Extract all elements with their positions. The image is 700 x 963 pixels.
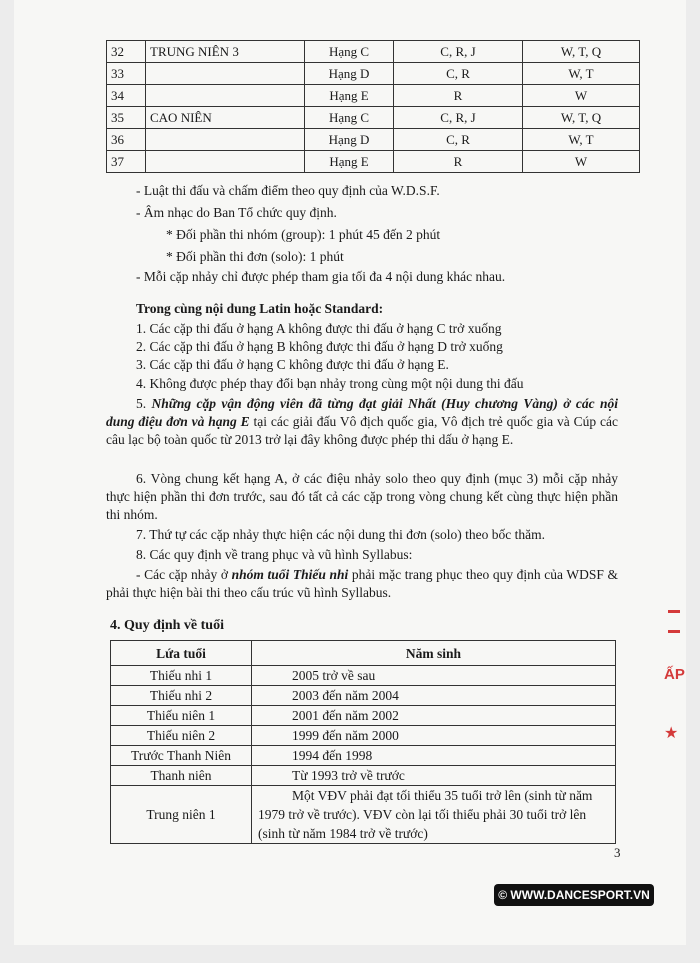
cell-year: 1999 đến năm 2000	[252, 726, 616, 746]
table-row	[107, 107, 640, 129]
age-section-heading: 4. Quy định về tuổi	[110, 618, 224, 633]
cell-age: Thiếu nhi 1	[111, 666, 252, 686]
cell-group	[146, 151, 305, 173]
cell-group	[146, 85, 305, 107]
rule-line: - Âm nhạc do Ban Tổ chức quy định.	[136, 205, 337, 220]
rule-item: 7. Thứ tự các cặp nhảy thực hiện các nội dung thi đơn (solo) theo bốc thăm.	[136, 527, 545, 542]
age-column-header: Lứa tuổi	[111, 641, 252, 666]
table-row	[111, 726, 616, 746]
cell-latin: C, R, J	[394, 107, 523, 129]
table-row	[111, 786, 616, 844]
cell-age: Trung niên 1	[111, 786, 252, 844]
cell-no: 34	[107, 85, 146, 107]
cell-latin: C, R	[394, 63, 523, 85]
table-row	[111, 686, 616, 706]
cell-age: Thanh niên	[111, 766, 252, 786]
cell-class: Hạng D	[305, 129, 394, 151]
cell-year: 2001 đến năm 2002	[252, 706, 616, 726]
cell-latin: C, R	[394, 129, 523, 151]
cell-class: Hạng D	[305, 63, 394, 85]
cell-no: 32	[107, 41, 146, 63]
age-table	[110, 640, 616, 844]
cell-standard: W, T	[523, 63, 640, 85]
watermark-badge: © WWW.DANCESPORT.VN	[494, 884, 654, 906]
table-row	[107, 151, 640, 173]
cell-age: Thiếu niên 2	[111, 726, 252, 746]
table-row	[107, 63, 640, 85]
cell-age: Thiếu nhi 2	[111, 686, 252, 706]
cell-class: Hạng C	[305, 107, 394, 129]
cell-standard: W	[523, 85, 640, 107]
rule-item-9: - Các cặp nhảy ở nhóm tuổi Thiếu nhi phải mặc trang phục theo quy định của WDSF & phải thực hiện bài thi theo cấu trúc vũ hình Syllabus.	[106, 567, 618, 600]
table-row	[111, 666, 616, 686]
page-number: 3	[614, 845, 621, 860]
events-table	[106, 40, 640, 173]
cell-group	[146, 129, 305, 151]
rule-line: * Đối phần thi nhóm (group): 1 phút 45 đến 2 phút	[166, 227, 441, 242]
rule-item: 2. Các cặp thi đấu ở hạng B không được thi đấu ở hạng D trở xuống	[136, 339, 503, 354]
cell-latin: R	[394, 85, 523, 107]
cell-standard: W	[523, 151, 640, 173]
table-row	[111, 766, 616, 786]
rule-line: - Mỗi cặp nhảy chỉ được phép tham gia tối đa 4 nội dung khác nhau.	[136, 269, 506, 284]
rule-line: - Luật thi đấu và chấm điểm theo quy định của W.D.S.F.	[136, 183, 440, 198]
rule-item: 1. Các cặp thi đấu ở hạng A không được thi đấu ở hạng C trở xuống	[136, 321, 502, 336]
table-row	[111, 706, 616, 726]
table-row	[107, 129, 640, 151]
rule-line: * Đối phần thi đơn (solo): 1 phút	[166, 249, 344, 264]
cell-year: 2005 trở về sau	[252, 666, 616, 686]
table-row	[111, 746, 616, 766]
cell-standard: W, T, Q	[523, 107, 640, 129]
year-column-header: Năm sinh	[252, 641, 616, 666]
latin-standard-heading: Trong cùng nội dung Latin hoặc Standard:	[136, 301, 384, 316]
cell-age: Thiếu niên 1	[111, 706, 252, 726]
cell-standard: W, T	[523, 129, 640, 151]
rule-item: 4. Không được phép thay đổi bạn nhảy trong cùng một nội dung thi đấu	[136, 376, 524, 391]
stamp-mark	[668, 610, 680, 613]
cell-standard: W, T, Q	[523, 41, 640, 63]
table-row	[107, 85, 640, 107]
stamp-mark	[668, 630, 680, 633]
rule-item-6: 6. Vòng chung kết hạng A, ở các điệu nhảy solo theo quy định (mục 3) mỗi cặp nhảy thực hiện phần thi đơn trước, sau đó tất cả các cặp trong vòng chung kết cùng thực hiện phần thi nhóm.	[106, 471, 618, 522]
table-row	[107, 41, 640, 63]
stamp-text: ẤP	[664, 666, 685, 683]
cell-year: Từ 1993 trở về trước	[252, 766, 616, 786]
cell-age: Trước Thanh Niên	[111, 746, 252, 766]
cell-year: 1994 đến 1998	[252, 746, 616, 766]
rule-item: 8. Các quy định về trang phục và vũ hình Syllabus:	[136, 547, 413, 562]
cell-no: 36	[107, 129, 146, 151]
cell-latin: R	[394, 151, 523, 173]
cell-group: TRUNG NIÊN 3	[146, 41, 305, 63]
stamp-star-icon: ★	[664, 725, 679, 742]
cell-latin: C, R, J	[394, 41, 523, 63]
cell-no: 35	[107, 107, 146, 129]
cell-no: 37	[107, 151, 146, 173]
cell-year: Một VĐV phải đạt tối thiểu 35 tuổi trở lên (sinh từ năm 1979 trở về trước). VĐV còn lại tối thiểu phải 30 tuổi trở lên (sinh từ năm 1984 trở về trước)	[252, 786, 616, 844]
cell-class: Hạng C	[305, 41, 394, 63]
rule-item: 3. Các cặp thi đấu ở hạng C không được thi đấu ở hạng E.	[136, 357, 449, 372]
cell-group: CAO NIÊN	[146, 107, 305, 129]
cell-class: Hạng E	[305, 151, 394, 173]
cell-group	[146, 63, 305, 85]
cell-year: 2003 đến năm 2004	[252, 686, 616, 706]
rule-item-5: 5. Những cặp vận động viên đã từng đạt giải Nhất (Huy chương Vàng) ở các nội dung điệu đơn và hạng E tại các giải đấu Vô địch quốc gia, Vô địch trẻ quốc gia và Cúp các câu lạc bộ toàn quốc từ 2013 trở lại đây không được phép thi dấu ở hạng E.	[106, 396, 618, 447]
cell-class: Hạng E	[305, 85, 394, 107]
cell-no: 33	[107, 63, 146, 85]
